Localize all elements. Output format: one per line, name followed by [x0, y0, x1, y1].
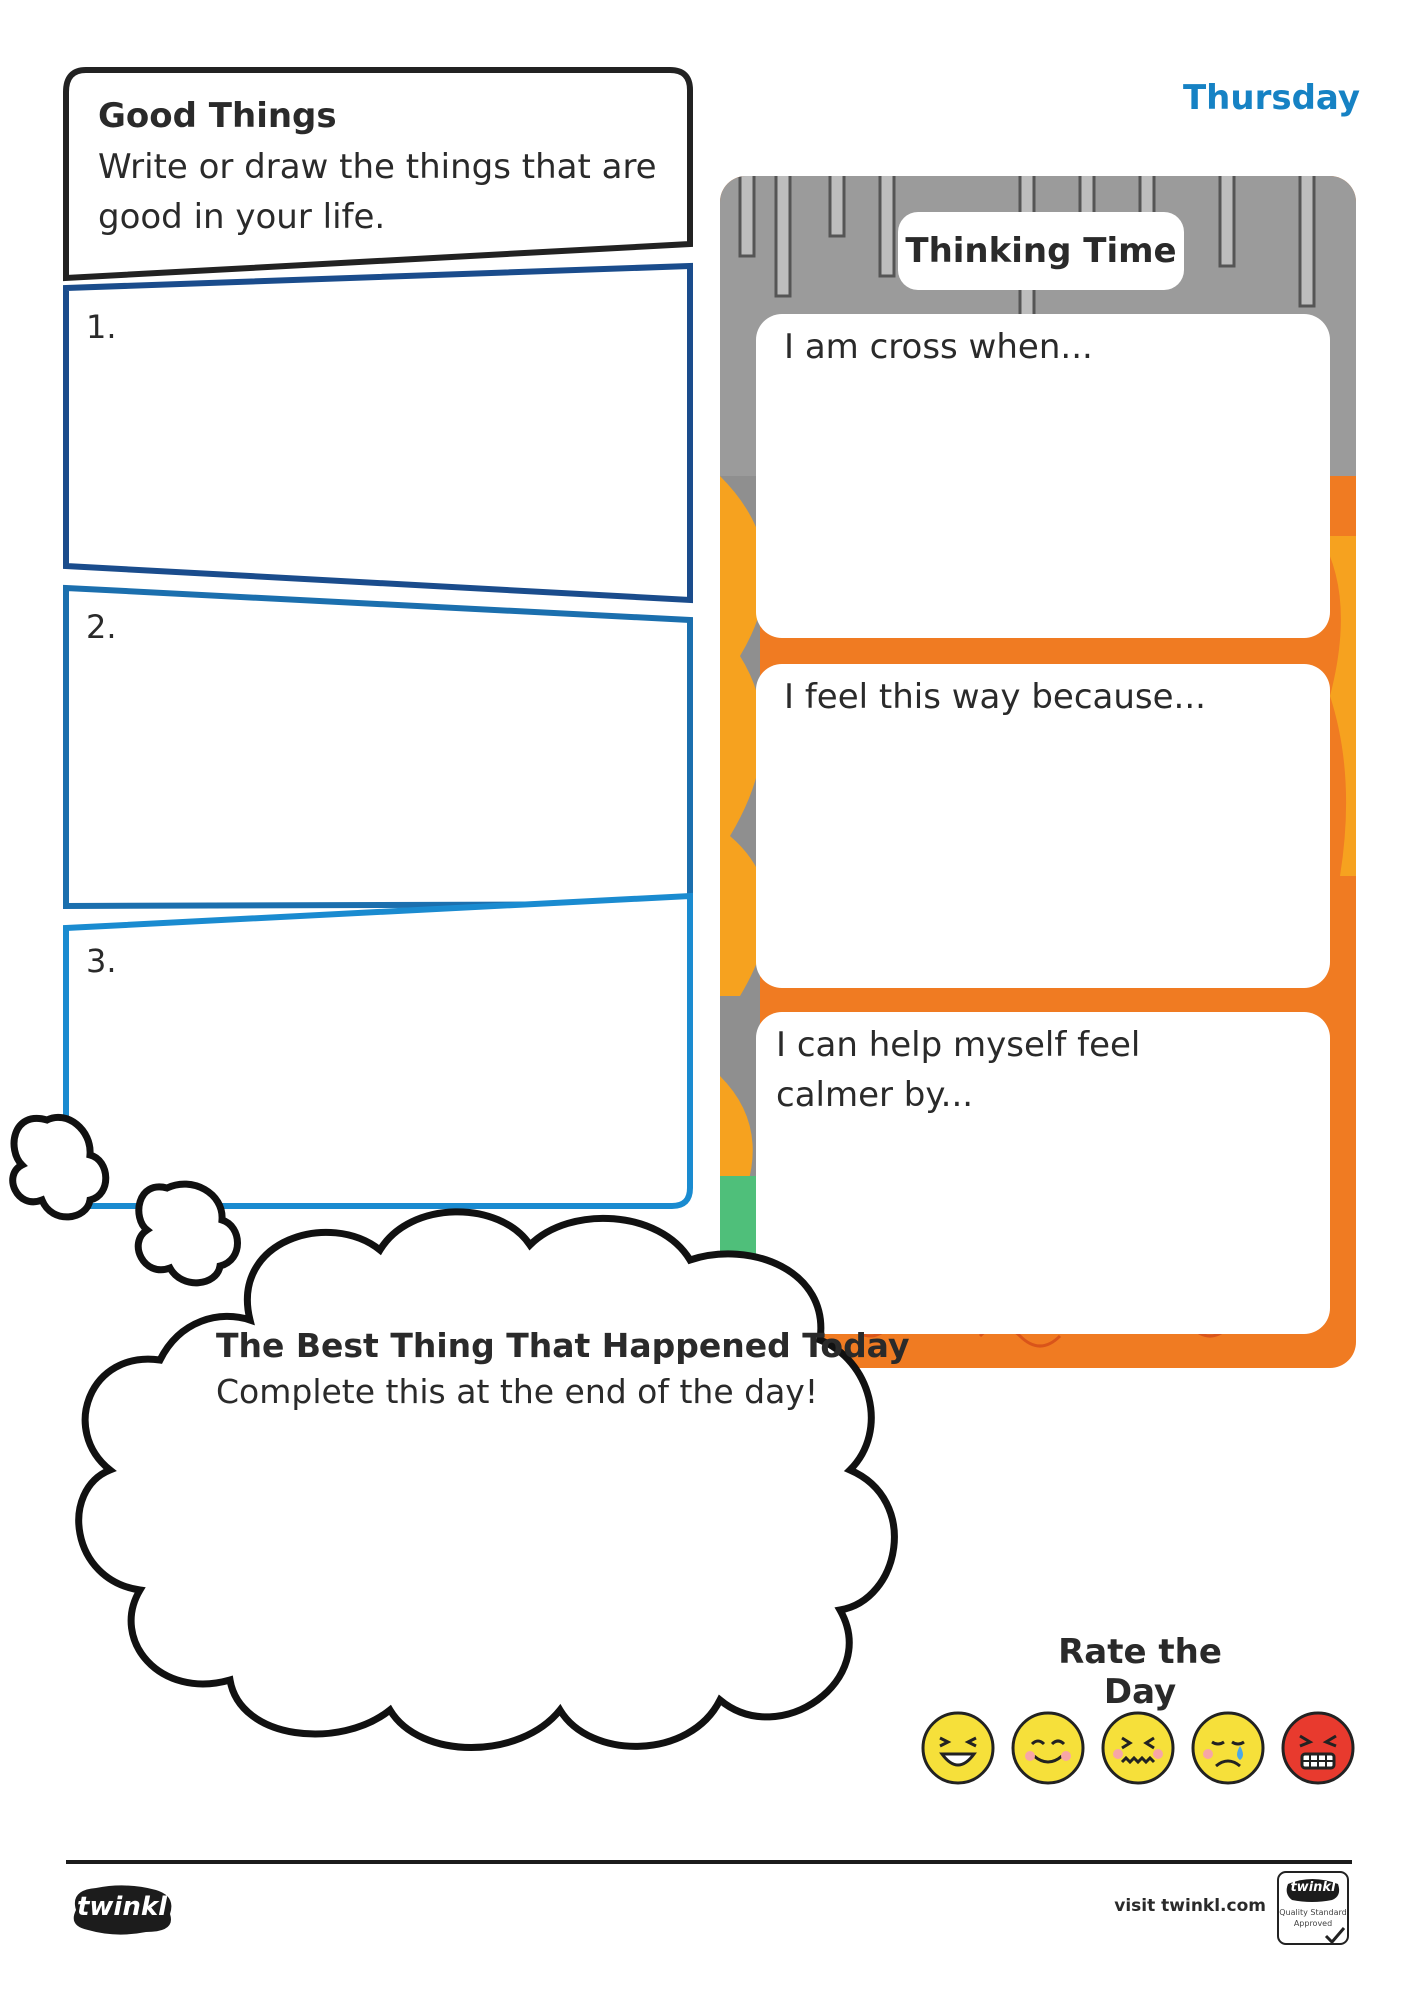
crying-face-icon[interactable] [1190, 1710, 1266, 1786]
good-thing-box-1[interactable] [66, 266, 690, 600]
small-thought-bubble [13, 1117, 106, 1217]
prompt-text-2: I feel this way because... [784, 677, 1206, 717]
good-thing-number-1: 1. [86, 308, 117, 346]
visit-twinkl-link[interactable]: visit twinkl.com [1114, 1896, 1266, 1916]
good-things-description: Write or draw the things that are good in your life. [98, 147, 657, 237]
good-thing-number-2: 2. [86, 608, 117, 646]
quality-badge-line2: Approved [1293, 1919, 1333, 1928]
thinking-time-title: Thinking Time [898, 212, 1184, 290]
twinkl-logo[interactable] [66, 1880, 178, 1940]
rate-the-day-title: Rate the Day [1058, 1632, 1222, 1712]
smiling-face-icon[interactable] [1010, 1710, 1086, 1786]
best-thing-cloud[interactable] [0, 1060, 1020, 1800]
good-thing-box-2[interactable] [66, 588, 690, 906]
good-things-title: Good Things [98, 96, 337, 136]
quality-badge-line1: Quality Standard [1279, 1908, 1347, 1917]
laughing-face-icon[interactable] [920, 1710, 996, 1786]
angry-face-icon[interactable] [1280, 1710, 1356, 1786]
quality-badge-title: twinkl [1290, 1880, 1336, 1895]
day-label: Thursday [1182, 78, 1360, 118]
large-thought-cloud [79, 1212, 895, 1748]
medium-thought-bubble [138, 1184, 237, 1283]
worried-face-icon[interactable] [1100, 1710, 1176, 1786]
prompt-text-1: I am cross when... [784, 327, 1093, 367]
footer-divider [66, 1860, 1352, 1864]
best-thing-description: Complete this at the end of the day! [216, 1372, 819, 1411]
quality-badge [1276, 1870, 1350, 1946]
best-thing-title: The Best Thing That Happened Today [216, 1326, 910, 1365]
prompt-text-3: I can help myself feel calmer by... [776, 1025, 1141, 1115]
twinkl-logo-text: twinkl [76, 1892, 168, 1922]
good-thing-number-3: 3. [86, 942, 117, 980]
